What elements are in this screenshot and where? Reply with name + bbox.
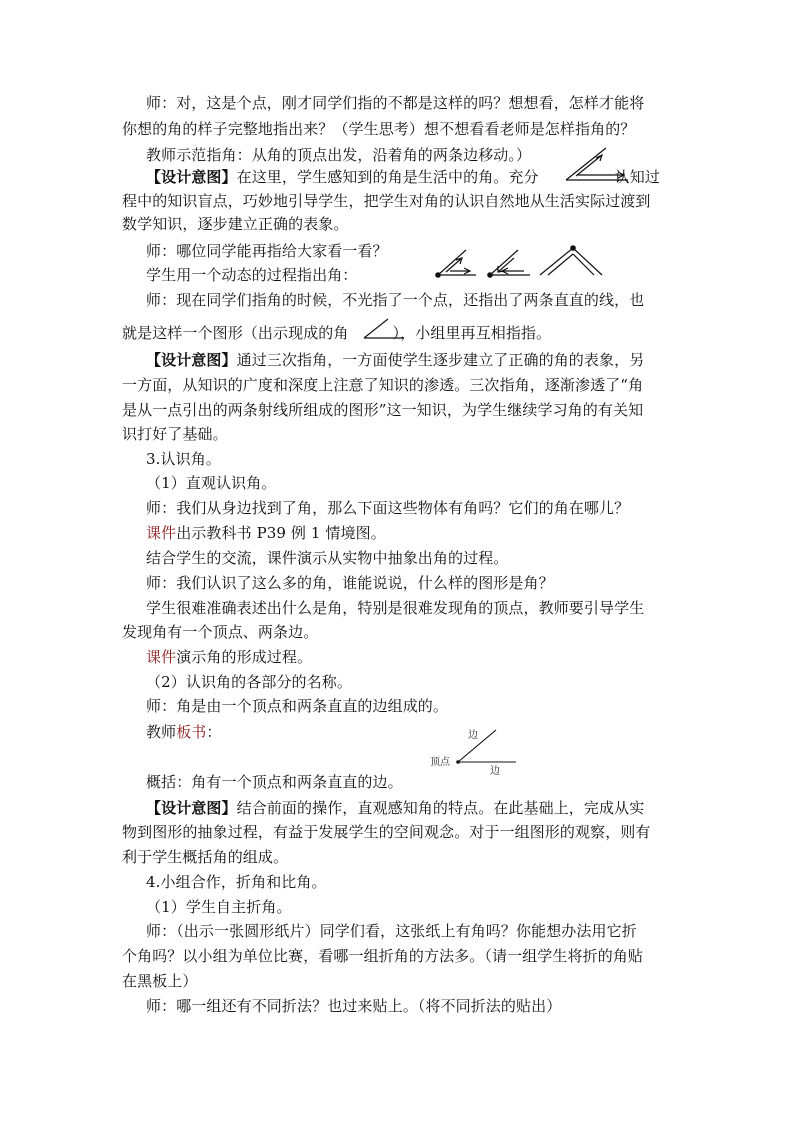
paragraph-line: 发现角有一个顶点、两条边。: [122, 623, 319, 641]
paragraph-line: [146, 522, 386, 544]
paragraph-line: 学生用一个动态的过程指出角：: [146, 266, 358, 284]
paragraph-line: 数学知识，逐步建立正确的表象。: [122, 215, 349, 233]
angle-parts-diagram: [428, 724, 520, 776]
edge-label-top: 边: [468, 730, 478, 741]
design-intent-tag: 【设计意图】: [146, 351, 237, 369]
text-span: ：: [206, 723, 222, 741]
paragraph-line: 师：角是由一个顶点和两条直直的边组成的。: [146, 697, 449, 715]
paragraph-line: 个角吗？以小组为单位比赛，看哪一组折角的方法多。（请一组学生将折的角贴: [122, 947, 644, 965]
paragraph-line: 一方面，从知识的广度和深度上注意了知识的渗透。三次指角，逐渐渗透了“角: [122, 376, 644, 394]
design-intent-tag: 【设计意图】: [146, 799, 237, 817]
paragraph-line: 师：对，这是个点，刚才同学们指的不都是这样的吗？想想看，怎样才能将: [146, 94, 645, 112]
blackboard-tag: 板书: [176, 723, 207, 741]
paragraph-line: 识打好了基础。: [122, 425, 228, 443]
text-span: 认知过: [614, 168, 660, 186]
paragraph-line: 教师示范指角：从角的顶点出发，沿着角的两条边移动。）: [146, 146, 532, 164]
paragraph-line: 师：我们从身边找到了角，那么下面这些物体有角吗？它们的角在哪儿？: [146, 499, 630, 517]
design-intent-line: [146, 797, 644, 819]
paragraph-line: 学生很难准确表述出什么是角，特别是很难发现角的顶点，教师要引导学生: [146, 599, 645, 617]
paragraph-line: 概括：角有一个顶点和两条直直的边。: [146, 773, 403, 791]
section-heading: 3.认识角。: [146, 450, 221, 468]
paragraph-line: 在黑板上）: [122, 972, 198, 990]
text-span: 出示教科书 P39 例 1 情境图。: [176, 524, 386, 542]
text-span: 结合前面的操作，直观感知角的特点。在此基础上，完成从实: [236, 799, 645, 817]
text-span: 教师: [146, 723, 177, 741]
text-span: 在这里，学生感知到的角是生活中的角。充分: [236, 168, 539, 186]
paragraph-line: [146, 646, 312, 668]
subsection-heading: （2）认识角的各部分的名称。: [146, 673, 352, 691]
paragraph-line: 程中的知识盲点，巧妙地引导学生，把学生对角的认识自然地从生活实际过渡到: [122, 192, 651, 210]
ready-made-angle-figure: [362, 316, 406, 342]
design-intent-tag: 【设计意图】: [146, 168, 237, 186]
paragraph-line: 师：（出示一张圆形纸片）同学们看，这张纸上有角吗？你能想办法用它折: [146, 922, 637, 940]
design-intent-line: [146, 349, 644, 371]
text-span: 演示角的形成过程。: [176, 648, 313, 666]
paragraph-line: 你想的角的样子完整地指出来？（学生思考）想不想看看老师是怎样指角的？: [122, 120, 636, 138]
vertex-label: 顶点: [430, 757, 450, 768]
subsection-heading: （1）直观认识角。: [146, 474, 277, 492]
paragraph-line: 结合学生的交流，课件演示从实物中抽象出角的过程。: [146, 549, 509, 567]
section-heading: 4.小组合作，折角和比角。: [146, 873, 327, 891]
courseware-tag: 课件: [146, 648, 177, 666]
dynamic-pointing-figures: [430, 244, 610, 280]
finger-pointing-angle-figure: [556, 146, 636, 186]
paragraph-line: 师：现在同学们指角的时候，不光指了一个点，还指出了两条直直的线，也: [146, 291, 645, 309]
paragraph-line: [146, 721, 222, 743]
text-span: 就是这样一个图形（出示现成的角: [122, 324, 349, 342]
paragraph-line: 是从一点引出的两条射线所组成的图形”这一知识，为学生继续学习角的有关知: [122, 401, 644, 419]
text-span: 通过三次指角，一方面使学生逐步建立了正确的角的表象，另: [236, 351, 645, 369]
paragraph-line: 师：哪一组还有不同折法？也过来贴上。（将不同折法的贴出）: [146, 997, 562, 1015]
paragraph-line: 师：我们认识了这么多的角，谁能说说，什么样的图形是角？: [146, 574, 554, 592]
edge-label-bottom: 边: [490, 766, 500, 777]
text-span: ），小组里再互相指指。: [392, 324, 552, 342]
courseware-tag: 课件: [146, 524, 177, 542]
subsection-heading: （1）学生自主折角。: [146, 898, 292, 916]
paragraph-line: 物到图形的抽象过程，有益于发展学生的空间观念。对于一组图形的观察，则有: [122, 823, 651, 841]
paragraph-line: 利于学生概括角的组成。: [122, 848, 289, 866]
paragraph-line: [122, 322, 551, 344]
paragraph-line: 师：哪位同学能再指给大家看一看？: [146, 242, 388, 260]
